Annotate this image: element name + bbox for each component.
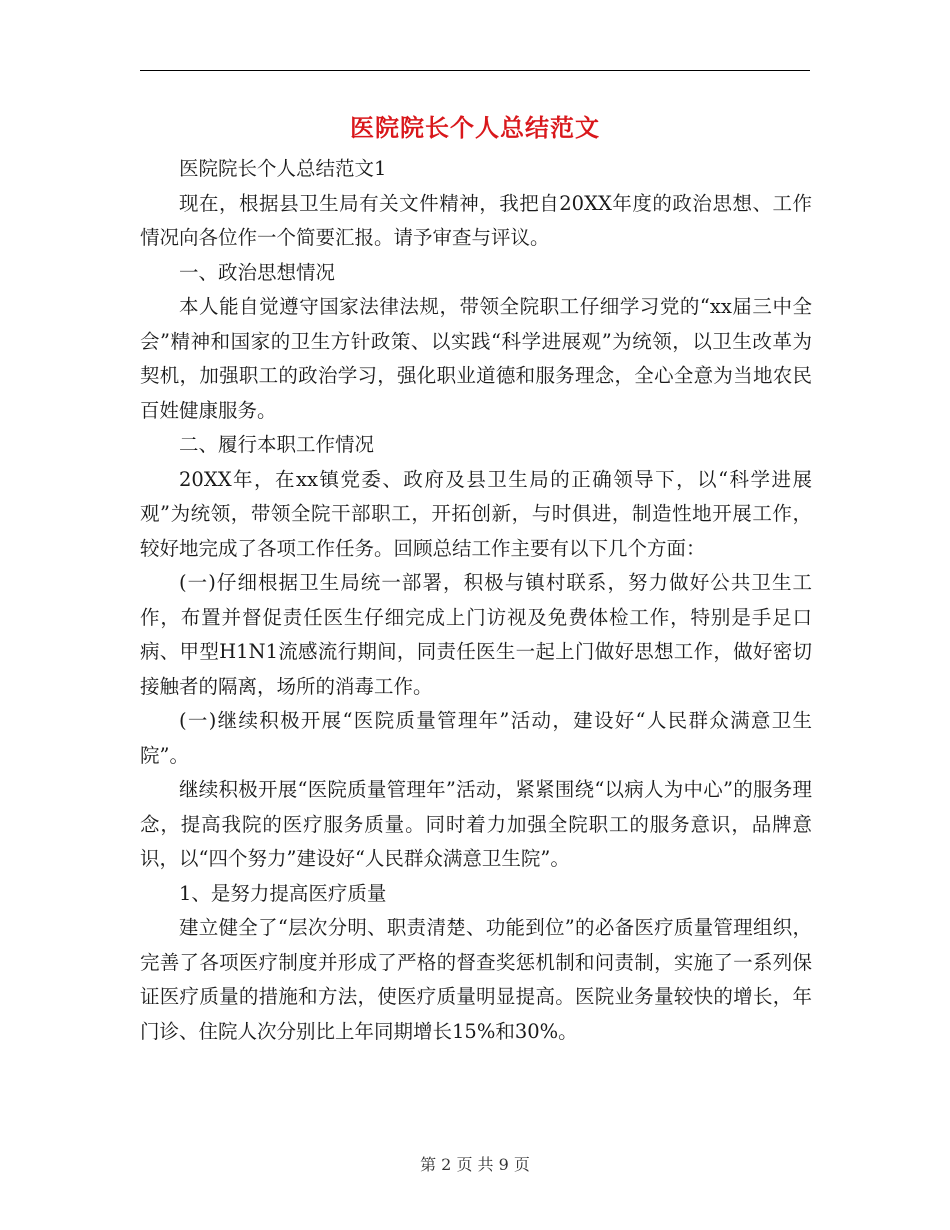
- paragraph-intro: 现在，根据县卫生局有关文件精神，我把自20XX年度的政治思想、工作情况向各位作一个简要汇报。请予审查与评议。: [140, 191, 812, 249]
- paragraph-political: 本人能自觉遵守国家法律法规，带领全院职工仔细学习党的“xx届三中全会”精神和国家的卫生方针政策、以实践“科学进展观”为统领，以卫生改革为契机，加强职工的政治学习，强化职业道德和服务理念，全心全意为当地农民百姓健康服务。: [140, 295, 812, 422]
- paragraph-quality-year: (一)继续积极开展“医院质量管理年”活动，建设好“人民群众满意卫生院”。: [140, 709, 812, 767]
- paragraph-public-health: (一)仔细根据卫生局统一部署，积极与镇村联系，努力做好公共卫生工作，布置并督促责任医生仔细完成上门访视及免费体检工作，特别是手足口病、甲型H1N1流感流行期间，同责任医生一起上门做好思想工作，做好密切接触者的隔离，场所的消毒工作。: [140, 571, 812, 698]
- document-title: 医院院长个人总结范文: [350, 113, 600, 142]
- section-heading-duties: 二、履行本职工作情况: [179, 433, 375, 456]
- document-body: [140, 152, 812, 1049]
- section-heading-political: 一、政治思想情况: [179, 260, 336, 284]
- paragraph-medical-quality: 建立健全了“层次分明、职责清楚、功能到位”的必备医疗质量管理组织，完善了各项医疗制度并形成了严格的督查奖惩机制和问责制，实施了一系列保证医疗质量的措施和方法，使医疗质量明显提高。医院业务量较快的增长，年门诊、住院人次分别比上年同期增长15%和30%。: [140, 916, 812, 1043]
- paragraph-service: 继续积极开展“医院质量管理年”活动，紧紧围绕“以病人为中心”的服务理念，提高我院的医疗服务质量。同时着力加强全院职工的服务意识，品牌意识，以“四个努力”建设好“人民群众满意卫生院”。: [140, 778, 812, 870]
- subheading-medical-quality: 1、是努力提高医疗质量: [179, 881, 387, 905]
- header-rule: [140, 70, 810, 71]
- paragraph-heading-1: 医院院长个人总结范文1: [179, 157, 387, 180]
- paragraph-duties: 20XX年，在xx镇党委、政府及县卫生局的正确领导下，以“科学进展观”为统领，带领全院干部职工，开拓创新，与时俱进，制造性地开展工作，较好地完成了各项工作任务。回顾总结工作主要有以下几个方面：: [140, 467, 812, 560]
- page-number-footer: 第 2 页 共 9 页: [420, 1155, 530, 1174]
